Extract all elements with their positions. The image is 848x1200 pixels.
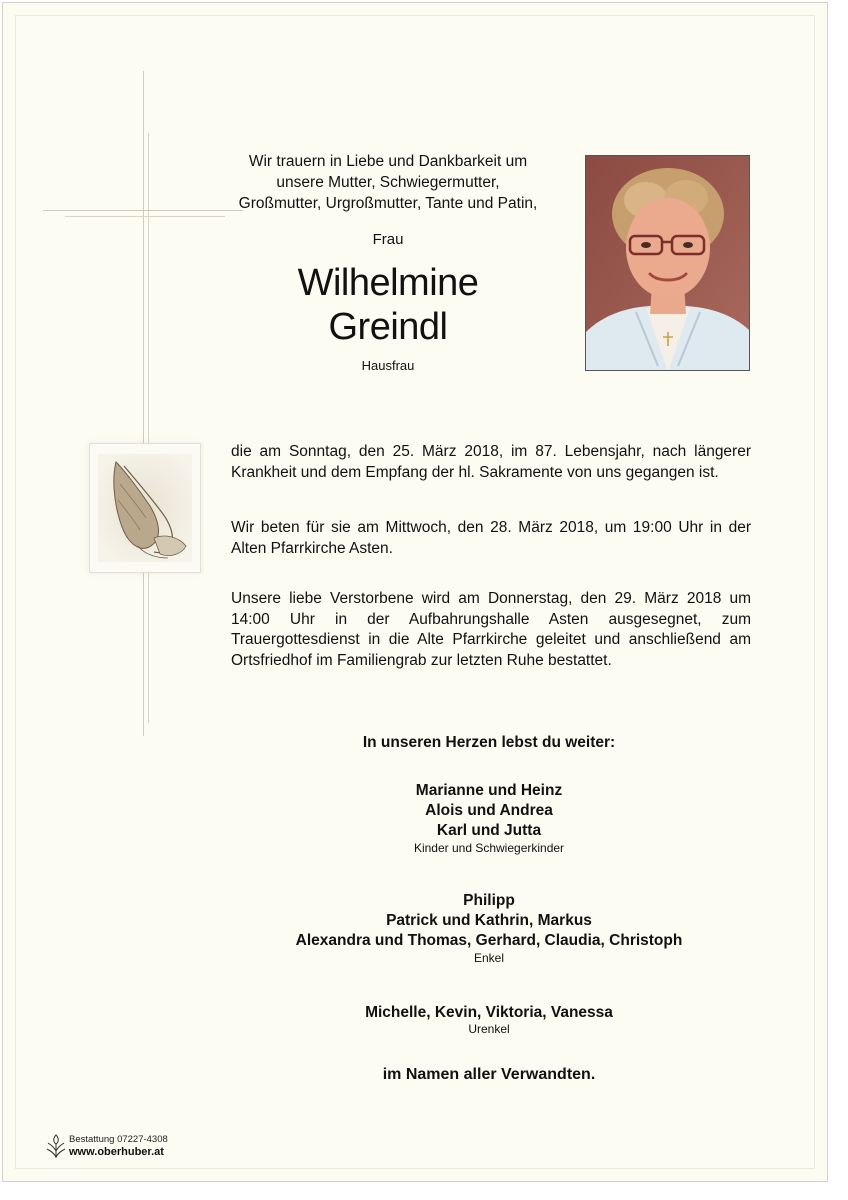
deceased-name xyxy=(208,261,568,349)
intro-line-2: unsere Mutter, Schwiegermutter, xyxy=(276,174,500,191)
closing-line: im Namen aller Verwandten. xyxy=(382,1066,596,1083)
first-name: Wilhelmine xyxy=(297,262,479,304)
family-name: Philipp xyxy=(463,892,515,909)
footer-company-line xyxy=(69,1134,168,1145)
obituary-card xyxy=(2,2,828,1182)
funeral-info: Unsere liebe Verstorbene wird am Donnerstag, den 29. März 2018 um 14:00 Uhr in der Aufbahrungshalle Asten ausgesegnet, zum Trauergottesdienst in die Alte Pfarrkirche geleitet und anschließend am Ortsfriedhof im Familiengrab zur letzten Ruhe bestattet. xyxy=(231,590,751,669)
intro-line-1: Wir trauern in Liebe und Dankbarkeit um xyxy=(248,153,528,170)
praying-hands-image xyxy=(89,443,201,573)
intro-line-3: Großmutter, Urgroßmutter, Tante und Patin, xyxy=(238,195,538,212)
family-name: Alois und Andrea xyxy=(425,802,553,819)
grandchildren-names xyxy=(233,891,745,951)
family-name: Alexandra und Thomas, Gerhard, Claudia, Christoph xyxy=(295,932,683,949)
footer-company: Bestattung xyxy=(69,1134,115,1145)
great-grandchildren-names xyxy=(233,1003,745,1023)
family-name: Michelle, Kevin, Viktoria, Vanessa xyxy=(365,1004,613,1021)
farewell-heading: In unseren Herzen lebst du weiter: xyxy=(362,734,616,751)
last-name: Greindl xyxy=(328,306,448,348)
intro-text xyxy=(208,151,568,214)
family-name: Marianne und Heinz xyxy=(415,782,563,799)
praying-hands-icon xyxy=(98,454,192,562)
family-name: Patrick und Kathrin, Markus xyxy=(386,912,592,929)
prayer-info: Wir beten für sie am Mittwoch, den 28. März 2018, um 19:00 Uhr in der Alten Pfarrkirche Asten. xyxy=(231,519,751,557)
great-grandchildren-label: Urenkel xyxy=(468,1022,510,1036)
grandchildren-label: Enkel xyxy=(473,951,505,965)
footer-phone: 07227-4308 xyxy=(117,1134,168,1145)
children-names xyxy=(233,781,745,841)
footer xyxy=(45,1133,205,1163)
salutation: Frau xyxy=(372,231,404,248)
occupation: Hausfrau xyxy=(361,358,415,373)
death-announcement: die am Sonntag, den 25. März 2018, im 87. Lebensjahr, nach längerer Krankheit und dem Empfang der hl. Sakramente von uns gegangen ist. xyxy=(231,443,751,481)
family-name: Karl und Jutta xyxy=(436,822,542,839)
funeral-home-logo-icon xyxy=(45,1133,67,1159)
children-label: Kinder und Schwiegerkinder xyxy=(413,841,565,855)
footer-website[interactable]: www.oberhuber.at xyxy=(69,1146,164,1158)
portrait-photo xyxy=(585,155,750,371)
